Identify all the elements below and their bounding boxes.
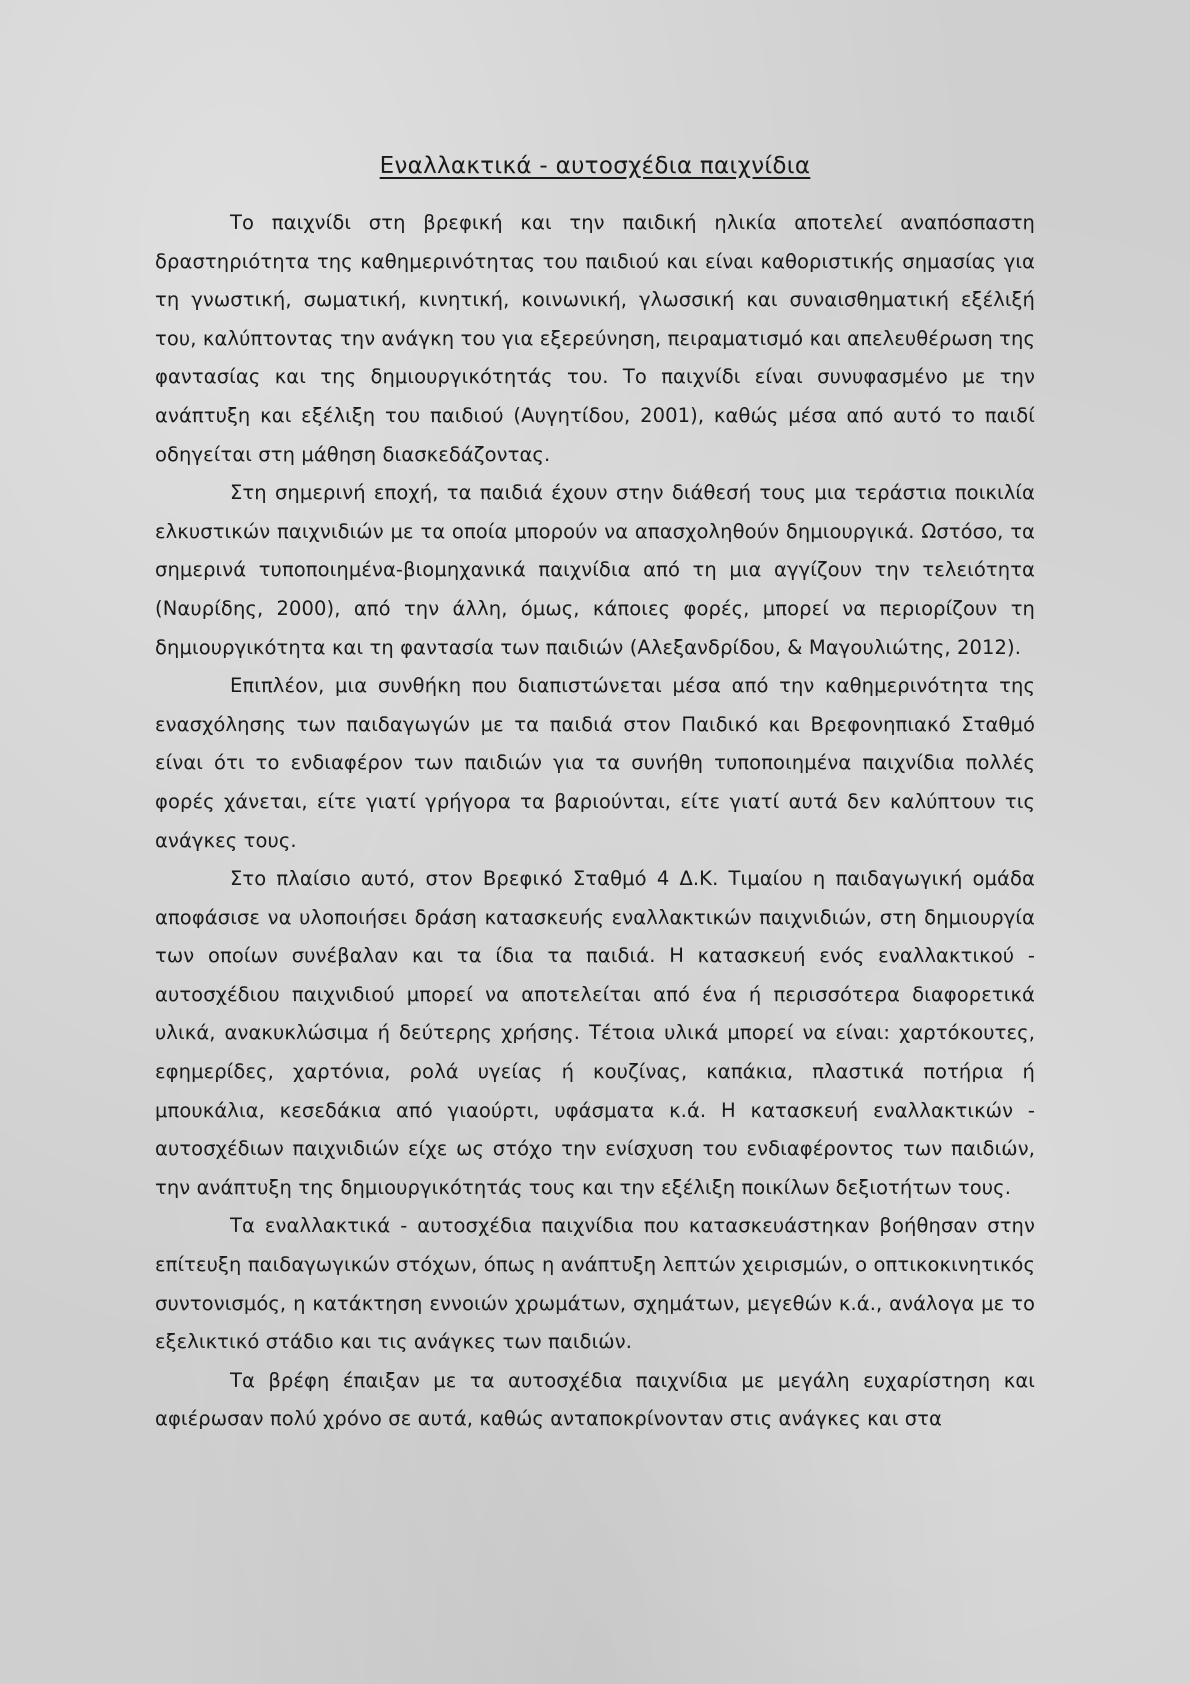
paragraph-5: Τα εναλλακτικά - αυτοσχέδια παιχνίδια που κατασκευάστηκαν βοήθησαν στην επίτευξη παιδαγωγικών στόχων, όπως η ανάπτυξη λεπτών χειρισμών, ο οπτικοκινητικός συντονισμός, η κατάκτηση εννοιών χρωμάτων, σχημάτων, μεγεθών κ.ά., ανάλογα με το εξελικτικό στάδιο και τις ανάγκες των παιδιών. — [155, 1214, 1035, 1354]
paragraph-6: Τα βρέφη έπαιξαν με τα αυτοσχέδια παιχνίδια με μεγάλη ευχαρίστηση και αφιέρωσαν πολύ χρόνο σε αυτά, καθώς ανταποκρίνονταν στις ανάγκες και στα — [155, 1368, 1035, 1431]
paragraph-4: Στο πλαίσιο αυτό, στον Βρεφικό Σταθμό 4 Δ.Κ. Τιμαίου η παιδαγωγική ομάδα αποφάσισε να υλοποιήσει δράση κατασκευής εναλλακτικών παιχνιδιών, στη δημιουργία των οποίων συνέβαλαν και τα ίδια τα παιδιά. Η κατασκευή ενός εναλλακτικού - αυτοσχέδιου παιχνιδιού μπορεί να αποτελείται από ένα ή περισσότερα διαφορετικά υλικά, ανακυκλώσιμα ή δεύτερης χρήσης. Τέτοια υλικά μπορεί να είναι: χαρτόκουτες, εφημερίδες, χαρτόνια, ρολά υγείας ή κουζίνας, καπάκια, πλαστικά ποτήρια ή μπουκάλια, κεσεδάκια από γιαούρτι, υφάσματα κ.ά. Η κατασκευή εναλλακτικών - αυτοσχέδιων παιχνιδιών είχε ως στόχο την ενίσχυση του ενδιαφέροντος των παιδιών, την ανάπτυξη της δημιουργικότητάς τους και την εξέλιξη ποικίλων δεξιοτήτων τους. — [155, 867, 1035, 1199]
paragraph-2: Στη σημερινή εποχή, τα παιδιά έχουν στην διάθεσή τους μια τεράστια ποικιλία ελκυστικών παιχνιδιών με τα οποία μπορούν να απασχοληθούν δημιουργικά. Ωστόσο, τα σημερινά τυποποιημένα-βιομηχανικά παιχνίδια από τη μια αγγίζουν την τελειότητα (Ναυρίδης, 2000), από την άλλη, όμως, κάποιες φορές, μπορεί να περιορίζουν τη δημιουργικότητα και τη φαντασία των παιδιών (Αλεξανδρίδου, & Μαγουλιώτης, 2012). — [155, 481, 1035, 659]
paragraph-3: Επιπλέον, μια συνθήκη που διαπιστώνεται μέσα από την καθημερινότητα της ενασχόλησης των παιδαγωγών με τα παιδιά στον Παιδικό και Βρεφονηπιακό Σταθμό είναι ότι το ενδιαφέρον των παιδιών για τα συνήθη τυποποιημένα παιχνίδια πολλές φορές χάνεται, είτε γιατί γρήγορα τα βαριούνται, είτε γιατί αυτά δεν καλύπτουν τις ανάγκες τους. — [155, 674, 1035, 852]
paragraph-1: Το παιχνίδι στη βρεφική και την παιδική ηλικία αποτελεί αναπόσπαστη δραστηριότητα της καθημερινότητας του παιδιού και είναι καθοριστικής σημασίας για τη γνωστική, σωματική, κινητική, κοινωνική, γλωσσική και συναισθηματική εξέλιξή του, καλύπτοντας την ανάγκη του για εξερεύνηση, πειραματισμό και απελευθέρωση της φαντασίας και της δημιουργικότητάς του. Το παιχνίδι είναι συνυφασμένο με την ανάπτυξη και εξέλιξη του παιδιού (Αυγητίδου, 2001), καθώς μέσα από αυτό το παιδί οδηγείται στη μάθηση διασκεδάζοντας. — [155, 211, 1035, 466]
document-title: Εναλλακτικά - αυτοσχέδια παιχνίδια — [379, 153, 811, 179]
document-body — [155, 204, 1035, 1439]
